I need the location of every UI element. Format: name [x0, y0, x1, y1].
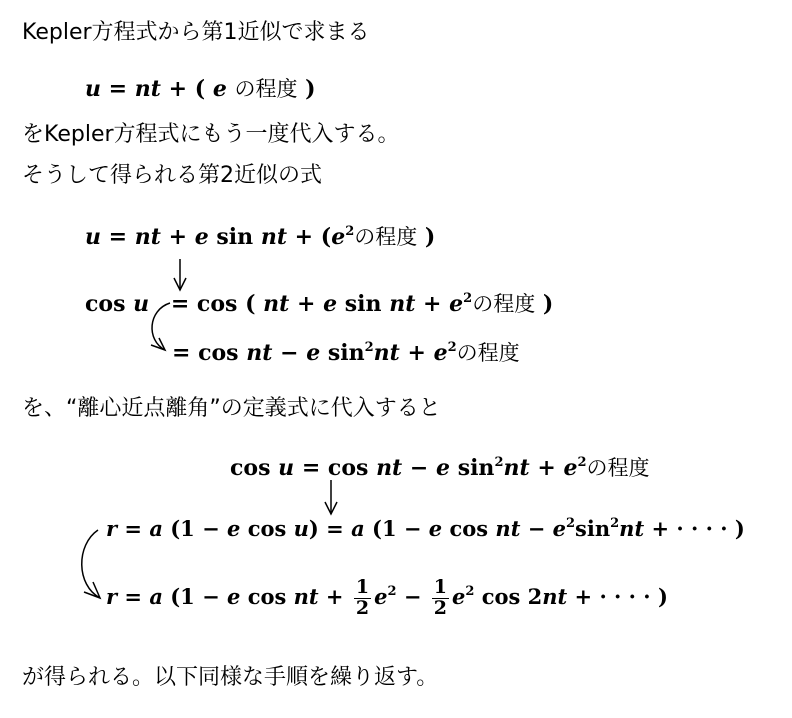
var-e: e [331, 224, 346, 250]
open-paren: (1 − [372, 516, 422, 541]
var-a: a [351, 516, 365, 541]
eq-sign: = [124, 583, 142, 609]
var-e: e [323, 291, 338, 317]
order-text: の程度 [472, 292, 536, 316]
plus-sign: + [297, 291, 316, 317]
var-e: e [552, 516, 566, 541]
exponent: 2 [345, 224, 355, 239]
var-e: e [436, 455, 451, 481]
eq-sign: = [301, 455, 321, 481]
plus-sign: + [423, 291, 442, 317]
var-e: e [374, 583, 388, 609]
term-nt: nt [260, 224, 287, 250]
var-r: r [106, 516, 118, 541]
minus-sign: − [527, 516, 546, 541]
term-nt: nt [373, 340, 400, 366]
plus-sign: + [537, 455, 556, 481]
order-text: の程度 [234, 77, 298, 101]
order-text: の程度 [354, 225, 418, 249]
var-e: e [428, 516, 443, 541]
term-nt: nt [293, 583, 319, 609]
var-e: e [194, 224, 209, 250]
exponent: 2 [465, 583, 475, 599]
text-line-3: そうして得られる第2近似の式 [22, 163, 322, 188]
text-line-1: Kepler方程式から第1近似で求まる [22, 20, 370, 45]
close-paren: ) [657, 583, 668, 609]
text-line-5: が得られる。以下同様な手順を繰り返す。 [22, 665, 439, 690]
plus-sign: + [168, 76, 188, 102]
cos-fn: cos [196, 291, 238, 317]
sin-fn: sin [575, 516, 611, 541]
var-u: u [278, 455, 295, 481]
var-u: u [133, 291, 150, 317]
exponent: 2 [566, 516, 576, 531]
eq-sign: = [170, 291, 190, 317]
denominator: 2 [355, 596, 370, 619]
eq-sign: = [326, 516, 344, 541]
text-line-4: を、“離心近点離角”の定義式に代入すると [22, 396, 441, 421]
cos-fn: cos [198, 340, 239, 366]
cos-fn: cos [247, 516, 287, 541]
close-paren: ) [542, 291, 554, 317]
sin-fn: sin [216, 224, 254, 250]
exponent: 2 [447, 340, 457, 355]
var-u: u [85, 224, 101, 250]
exponent: 2 [577, 455, 587, 470]
plus-sign: + [407, 340, 426, 366]
minus-sign: − [403, 583, 422, 609]
numerator: 1 [433, 576, 447, 598]
cos-fn: cos [85, 291, 126, 317]
var-e: e [563, 455, 578, 481]
var-e: e [212, 76, 227, 102]
term-nt: nt [246, 340, 273, 366]
var-e: e [227, 583, 241, 609]
exponent: 2 [610, 516, 620, 531]
numerator: 1 [355, 576, 370, 598]
close-paren: ) [734, 516, 745, 541]
var-e: e [433, 340, 448, 366]
term-nt: nt [389, 291, 416, 317]
exponent: 2 [494, 455, 504, 470]
term-nt: nt [542, 583, 568, 609]
var-a: a [149, 583, 163, 609]
var-r: r [106, 583, 118, 609]
plus-series: + · · · · [574, 583, 651, 609]
open-paren: ( [320, 224, 332, 250]
eq-sign: = [108, 224, 128, 250]
plus-sign: + [294, 224, 314, 250]
open-paren: ( [245, 291, 256, 317]
open-paren: (1 − [170, 583, 220, 609]
cos-fn: cos [327, 455, 369, 481]
eq-sign: = [172, 340, 191, 366]
cos-fn: cos [230, 455, 271, 481]
denominator: 2 [433, 596, 447, 619]
term-nt: nt [134, 76, 161, 102]
close-paren: ) [308, 516, 319, 541]
term-nt: nt [495, 516, 521, 541]
term-nt: nt [503, 455, 530, 481]
close-paren: ) [305, 76, 316, 102]
minus-sign: − [409, 455, 429, 481]
var-u: u [85, 76, 101, 102]
eq-sign: = [124, 516, 142, 541]
sin-fn: sin [327, 340, 365, 366]
term-nt: nt [619, 516, 645, 541]
close-paren: ) [424, 224, 436, 250]
var-e: e [451, 583, 466, 609]
minus-sign: − [280, 340, 299, 366]
cos-fn: cos 2 [481, 583, 543, 609]
cos-fn: cos [449, 516, 489, 541]
var-e: e [306, 340, 321, 366]
open-paren: (1 − [170, 516, 220, 541]
sin-fn: sin [344, 291, 382, 317]
order-text: の程度 [456, 341, 520, 365]
plus-sign: + [325, 583, 344, 609]
plus-series: + · · · · [651, 516, 728, 541]
plus-sign: + [168, 224, 188, 250]
var-e: e [449, 291, 464, 317]
order-text: の程度 [586, 456, 650, 480]
exponent: 2 [387, 583, 397, 599]
cos-fn: cos [247, 583, 287, 609]
eq-sign: = [108, 76, 128, 102]
term-nt: nt [263, 291, 290, 317]
curved-arrow-icon [82, 530, 100, 598]
exponent: 2 [463, 291, 473, 306]
term-nt: nt [376, 455, 403, 481]
var-u: u [293, 516, 309, 541]
exponent: 2 [364, 340, 374, 355]
var-e: e [227, 516, 241, 541]
var-a: a [149, 516, 163, 541]
term-nt: nt [134, 224, 161, 250]
sin-fn: sin [457, 455, 495, 481]
text-line-2: をKepler方程式にもう一度代入する。 [22, 122, 400, 147]
open-paren: ( [194, 76, 206, 102]
